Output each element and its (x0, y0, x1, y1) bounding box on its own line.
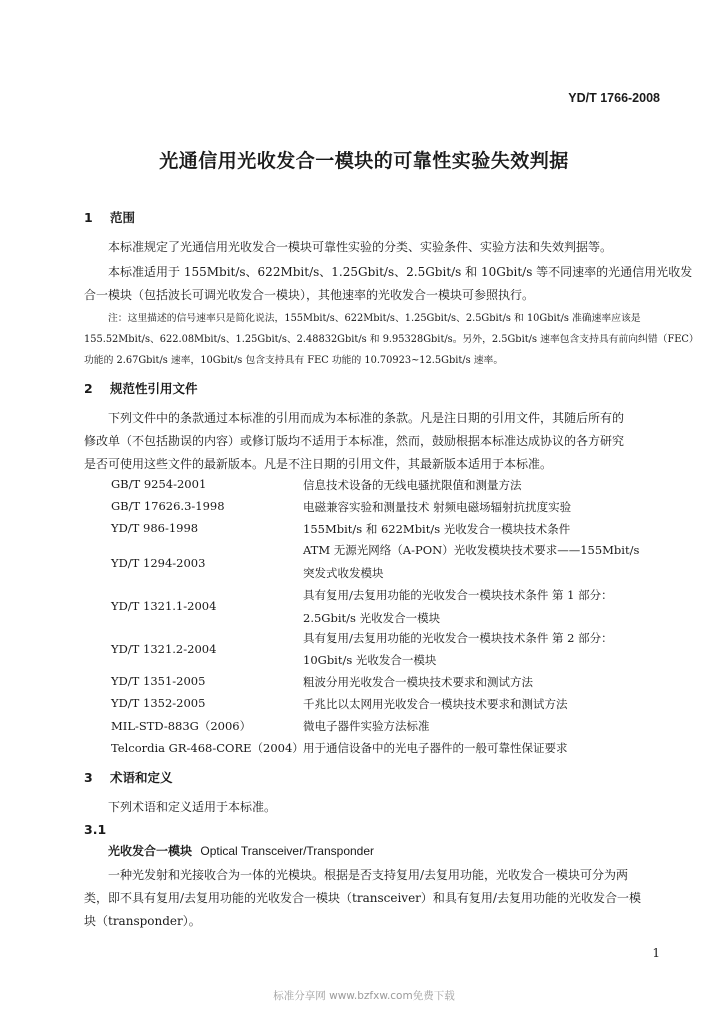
section-number: 1 (84, 210, 93, 225)
reference-title: ATM 无源光网络（A-PON）光收发模块技术要求——155Mbit/s (303, 543, 640, 557)
paragraph: 下列文件中的条款通过本标准的引用而成为本标准的条款。凡是注日期的引用文件，其随后所有的 (108, 411, 625, 425)
watermark-text: 标准分享网 www.bzfxw.com免费下载 (273, 990, 455, 1002)
reference-code: YD/T 1294-2003 (111, 556, 206, 570)
reference-code: MIL-STD-883G（2006） (111, 719, 252, 733)
note-text: 155.52Mbit/s、622.08Mbit/s、1.25Gbit/s、2.48832Gbit/s 和 9.95328Gbit/s。另外，2.5Gbit/s 速率包含支持具有前向纠错（FEC） (84, 334, 699, 345)
section-number: 3 (84, 770, 93, 785)
section-1-heading (84, 208, 135, 226)
paragraph: 下列术语和定义适用于本标准。 (108, 800, 277, 814)
reference-title: 信息技术设备的无线电骚扰限值和测量方法 (303, 478, 522, 492)
reference-title: 粗波分用光收发合一模块技术要求和测试方法 (303, 675, 533, 689)
reference-code: YD/T 986-1998 (111, 521, 199, 535)
standard-code: YD/T 1766-2008 (568, 91, 660, 105)
reference-title: 电磁兼容实验和测量技术 射频电磁场辐射抗扰度实验 (303, 500, 572, 514)
paragraph: 修改单（不包括勘误的内容）或修订版均不适用于本标准，然而，鼓励根据本标准达成协议的各方研究 (84, 434, 625, 448)
reference-title: 千兆比以太网用光收发合一模块技术要求和测试方法 (303, 697, 568, 711)
note-text: 注：这里描述的信号速率只是简化说法，155Mbit/s、622Mbit/s、1.25Gbit/s、2.5Gbit/s 和 10Gbit/s 准确速率应该是 (108, 313, 641, 324)
page-number: 1 (652, 946, 660, 960)
note-text: 功能的 2.67Gbit/s 速率，10Gbit/s 包含支持具有 FEC 功能的 10.70923~12.5Gbit/s 速率。 (84, 355, 504, 366)
reference-code: YD/T 1351-2005 (111, 674, 206, 688)
section-title: 术语和定义 (110, 770, 173, 785)
paragraph: 是否可使用这些文件的最新版本。凡是不注日期的引用文件，其最新版本适用于本标准。 (84, 457, 553, 471)
reference-code: YD/T 1352-2005 (111, 696, 206, 710)
reference-title-cont: 10Gbit/s 光收发合一模块 (303, 653, 437, 667)
reference-title: 用于通信设备中的光电子器件的一般可靠性保证要求 (303, 741, 568, 755)
paragraph: 类，即不具有复用/去复用功能的光收发合一模块（transceiver）和具有复用/去复用功能的光收发合一模 (84, 891, 641, 905)
section-2-heading (84, 379, 198, 397)
page-title: 光通信用光收发合一模块的可靠性实验失效判据 (159, 150, 569, 172)
reference-title: 具有复用/去复用功能的光收发合一模块技术条件 第 1 部分： (303, 588, 613, 602)
reference-code: Telcordia GR-468-CORE（2004） (111, 741, 304, 755)
paragraph: 合一模块（包括波长可调光收发合一模块），其他速率的光收发合一模块可参照执行。 (84, 288, 535, 302)
term-english: Optical Transceiver/Transponder (200, 844, 375, 858)
reference-title: 具有复用/去复用功能的光收发合一模块技术条件 第 2 部分： (303, 631, 613, 645)
paragraph: 本标准规定了光通信用光收发合一模块可靠性实验的分类、实验条件、实验方法和失效判据等。 (108, 240, 613, 254)
term-heading (108, 842, 374, 859)
reference-code: YD/T 1321.2-2004 (111, 642, 217, 656)
paragraph: 一种光发射和光接收合为一体的光模块。根据是否支持复用/去复用功能，光收发合一模块可分为两 (108, 868, 629, 882)
reference-code: GB/T 17626.3-1998 (111, 499, 225, 513)
reference-code: YD/T 1321.1-2004 (111, 599, 217, 613)
paragraph: 块（transponder）。 (84, 914, 201, 928)
reference-title: 155Mbit/s 和 622Mbit/s 光收发合一模块技术条件 (303, 522, 571, 536)
paragraph: 本标准适用于 155Mbit/s、622Mbit/s、1.25Gbit/s、2.5Gbit/s 和 10Gbit/s 等不同速率的光通信用光收发 (108, 265, 693, 279)
term-chinese: 光收发合一模块 (108, 844, 193, 858)
section-number: 2 (84, 381, 93, 396)
reference-title-cont: 突发式收发模块 (303, 566, 384, 580)
reference-title-cont: 2.5Gbit/s 光收发合一模块 (303, 611, 441, 625)
reference-title: 微电子器件实验方法标准 (303, 719, 430, 733)
section-title: 规范性引用文件 (110, 381, 198, 396)
section-3-heading (84, 768, 173, 786)
reference-code: GB/T 9254-2001 (111, 477, 207, 491)
section-title: 范围 (110, 210, 136, 225)
subsection-number: 3.1 (84, 822, 107, 837)
